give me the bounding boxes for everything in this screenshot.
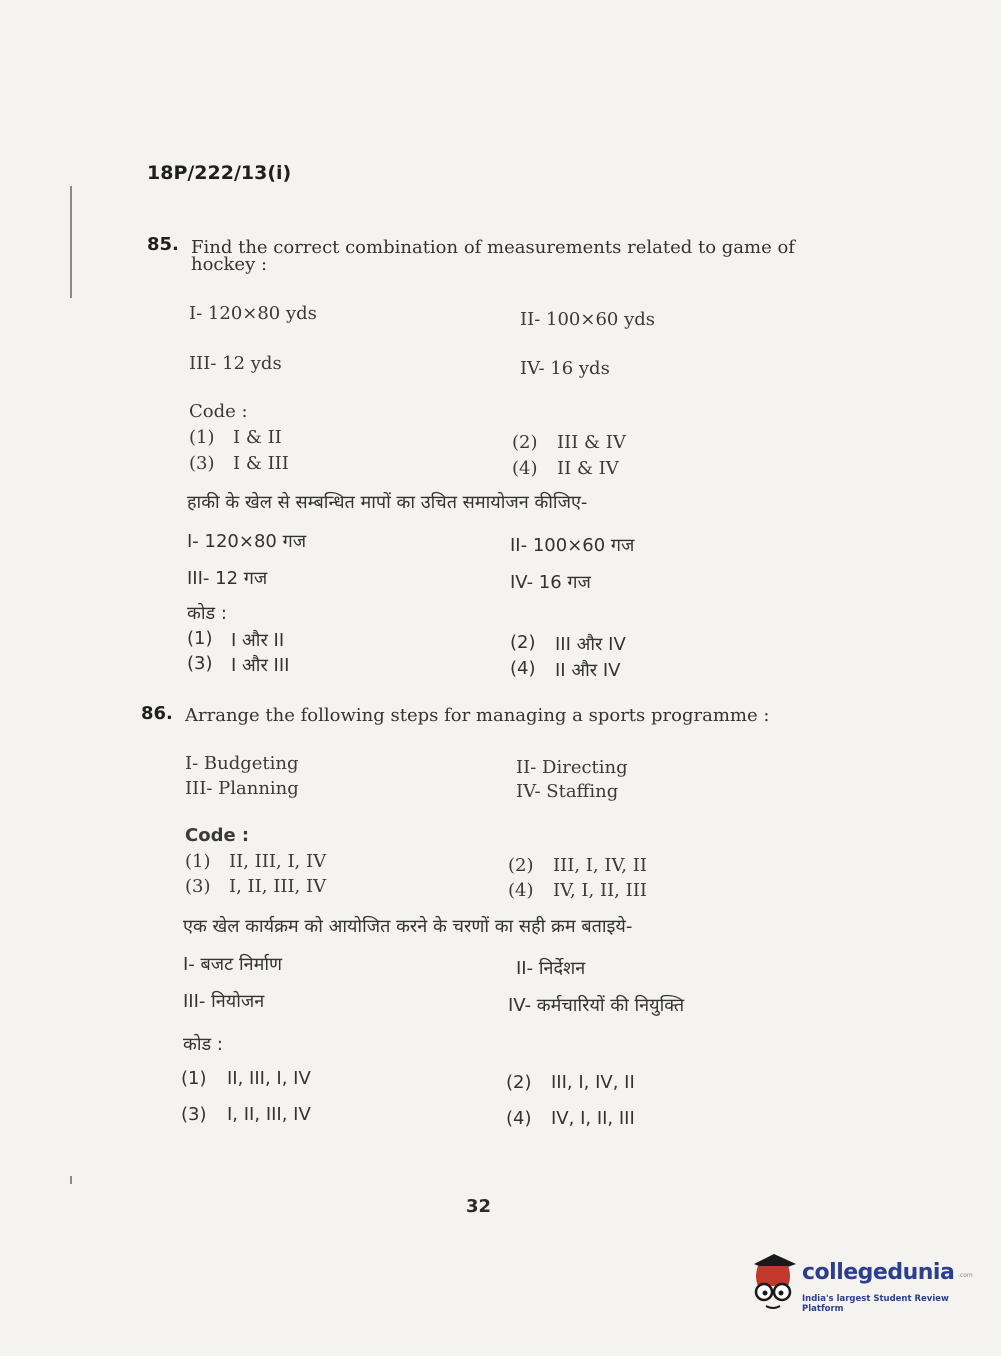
q85-hindi-code-3-num: (3) bbox=[187, 653, 213, 674]
q86-code-3-val: I, II, III, IV bbox=[229, 876, 327, 897]
q85-hindi-text: हाकी के खेल से सम्बन्धित मापों का उचित समायोजन कीजिए- bbox=[187, 492, 588, 513]
q86-option-4: IV- Staffing bbox=[516, 781, 619, 802]
q85-hindi-code-label: कोड : bbox=[187, 603, 227, 624]
watermark-tagline: India's largest Student Review Platform bbox=[802, 1294, 949, 1314]
q86-hindi-code-1-val: II, III, I, IV bbox=[227, 1068, 311, 1089]
q85-code-1-val: I & II bbox=[233, 427, 282, 448]
q85-hindi-code-4-val: II और IV bbox=[555, 660, 621, 681]
q86-hindi-code-4-num: (4) bbox=[506, 1108, 532, 1129]
q86-hindi-code-2-num: (2) bbox=[506, 1072, 532, 1093]
q86-hindi-code-4-val: IV, I, II, III bbox=[551, 1108, 635, 1129]
q85-code-2-num: (2) bbox=[512, 432, 538, 453]
q86-code-1-val: II, III, I, IV bbox=[229, 851, 327, 872]
q86-code-2-val: III, I, IV, II bbox=[553, 855, 647, 876]
q86-hindi-code-3-num: (3) bbox=[181, 1104, 207, 1125]
question-85-text-line1: Find the correct combination of measurements related to game of bbox=[191, 237, 795, 258]
q85-code-1-num: (1) bbox=[189, 427, 215, 448]
q86-code-4-val: IV, I, II, III bbox=[553, 880, 647, 901]
q85-hindi-option-3: III- 12 गज bbox=[187, 568, 268, 589]
q86-hindi-option-3: III- नियोजन bbox=[183, 991, 265, 1012]
q85-hindi-code-2-num: (2) bbox=[510, 632, 536, 653]
q85-hindi-code-4-num: (4) bbox=[510, 658, 536, 679]
q85-code-2-val: III & IV bbox=[557, 432, 626, 453]
q85-hindi-option-1: I- 120×80 गज bbox=[187, 531, 307, 552]
q86-hindi-code-3-val: I, II, III, IV bbox=[227, 1104, 311, 1125]
q86-hindi-code-1-num: (1) bbox=[181, 1068, 207, 1089]
q85-option-2: II- 100×60 yds bbox=[520, 309, 656, 330]
q86-hindi-text: एक खेल कार्यक्रम को आयोजित करने के चरणों का सही क्रम बताइये- bbox=[183, 916, 633, 937]
q85-code-label: Code : bbox=[189, 401, 248, 422]
q85-hindi-code-1-num: (1) bbox=[187, 628, 213, 649]
q85-code-3-val: I & III bbox=[233, 453, 289, 474]
q85-hindi-option-2: II- 100×60 गज bbox=[510, 535, 635, 556]
q85-hindi-option-4: IV- 16 गज bbox=[510, 572, 591, 593]
q85-option-3: III- 12 yds bbox=[189, 353, 282, 374]
q86-hindi-option-4: IV- कर्मचारियों की नियुक्ति bbox=[508, 995, 685, 1016]
q86-code-1-num: (1) bbox=[185, 851, 211, 872]
page-number: 32 bbox=[466, 1196, 492, 1217]
q86-hindi-option-1: I- बजट निर्माण bbox=[183, 954, 283, 975]
question-85-text-line2: hockey : bbox=[191, 254, 268, 275]
q86-option-3: III- Planning bbox=[185, 778, 299, 799]
q85-hindi-code-3-val: I और III bbox=[231, 655, 290, 676]
q86-code-label: Code : bbox=[185, 825, 250, 846]
watermark-suffix: .com bbox=[958, 1272, 973, 1279]
watermark-brand: collegedunia bbox=[802, 1260, 955, 1285]
q86-option-2: II- Directing bbox=[516, 757, 628, 778]
q85-hindi-code-2-val: III और IV bbox=[555, 634, 626, 655]
q85-hindi-code-1-val: I और II bbox=[231, 630, 285, 651]
q85-code-4-val: II & IV bbox=[557, 458, 619, 479]
question-86-text: Arrange the following steps for managing a sports programme : bbox=[185, 705, 770, 726]
q85-code-4-num: (4) bbox=[512, 458, 538, 479]
q85-option-4: IV- 16 yds bbox=[520, 358, 610, 379]
q86-code-4-num: (4) bbox=[508, 880, 534, 901]
q85-option-1: I- 120×80 yds bbox=[189, 303, 317, 324]
question-86-number: 86. bbox=[141, 703, 173, 724]
q86-code-3-num: (3) bbox=[185, 876, 211, 897]
q85-code-3-num: (3) bbox=[189, 453, 215, 474]
q86-code-2-num: (2) bbox=[508, 855, 534, 876]
margin-rule bbox=[70, 186, 72, 298]
margin-rule-small bbox=[70, 1176, 72, 1184]
q86-hindi-code-label: कोड : bbox=[183, 1034, 223, 1055]
question-85-number: 85. bbox=[147, 234, 179, 255]
mascot-icon bbox=[744, 1250, 800, 1314]
q86-hindi-option-2: II- निर्देशन bbox=[516, 958, 586, 979]
q86-option-1: I- Budgeting bbox=[185, 753, 299, 774]
paper-code: 18P/222/13(i) bbox=[147, 162, 292, 184]
q86-hindi-code-2-val: III, I, IV, II bbox=[551, 1072, 635, 1093]
collegedunia-watermark bbox=[744, 1250, 973, 1320]
